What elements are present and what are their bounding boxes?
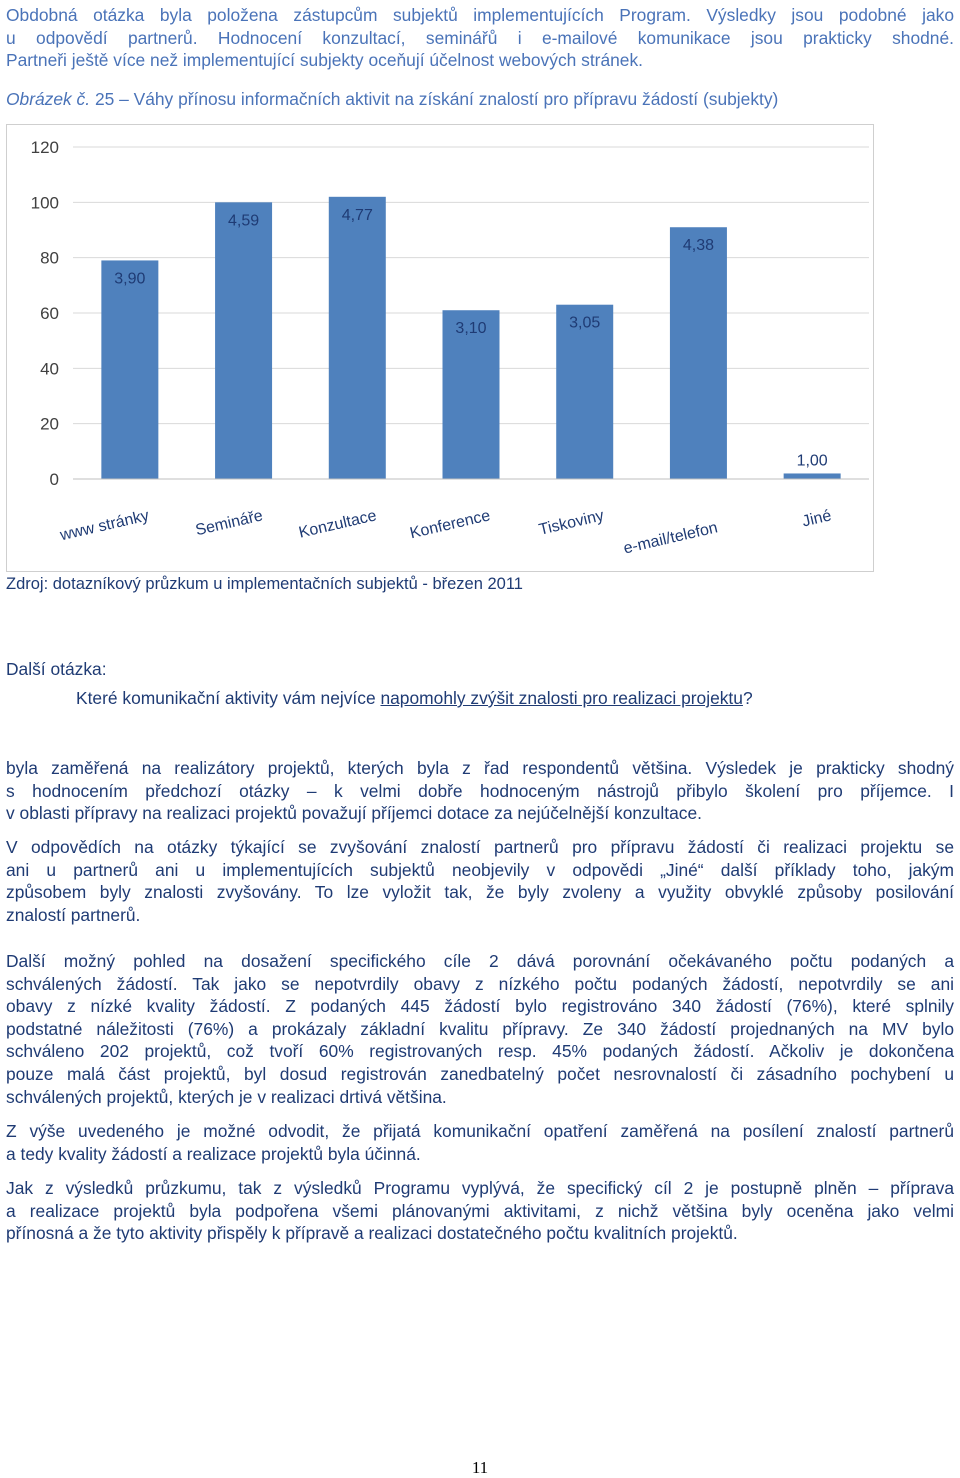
text-line: pouze malá část projektů, byl dosud registrován zanedbatelný počet nesrovnalostí či zásadního pochybení u (6, 1063, 954, 1084)
x-tick-label: Semináře (193, 507, 265, 540)
bar (784, 473, 841, 479)
x-tick-label: Tiskoviny (537, 507, 606, 539)
text-line: schváleno 202 projektů, což tvoří 60% registrovaných resp. 45% podaných žádostí. Ačkoliv je dokončena (6, 1041, 954, 1062)
text-line: Partneři ještě více než implementující subjekty oceňují účelnost webových stránek. (6, 50, 643, 71)
text-line: podstatné náležitosti (76%) a prokázaly základní kvalitu přípravy. Ze 340 žádostí projednaných na MV bylo (6, 1018, 954, 1039)
y-tick-label: 20 (40, 414, 59, 434)
figure-label: Obrázek č. (6, 89, 91, 109)
text-line: Obdobná otázka byla položena zástupcům subjektů implementujících Program. Výsledky jsou podobné jako (6, 5, 954, 25)
y-tick-label: 60 (40, 304, 59, 323)
question-underlined: napomohly zvýšit znalosti pro realizaci projektu (380, 688, 743, 708)
bar-data-label: 4,38 (682, 237, 714, 255)
bar-data-label: 3,05 (569, 314, 601, 332)
question-label: Další otázka: (6, 659, 107, 679)
text-line: znalostí partnerů. (6, 904, 141, 925)
x-tick-label: e-mail/telefon (621, 519, 720, 558)
x-tick-label: www stránky (58, 507, 151, 545)
text-line: přínosná a že tyto aktivity přispěly k přípravě a realizaci dostatečného počtu kvalitních projektů. (6, 1223, 738, 1244)
paragraph (6, 950, 954, 1108)
y-tick-label: 40 (40, 359, 59, 379)
bar (670, 227, 727, 479)
y-tick-label: 120 (30, 138, 59, 157)
text-line: u odpovědí partnerů. Hodnocení konzultací, seminářů i e-mailové komunikace jsou prakticky shodné. (6, 27, 954, 48)
paragraph (6, 1120, 954, 1165)
text-line: s hodnocením předchozí otázky – k velmi dobře hodnoceným nástrojů přibylo školení pro příjemce. I (6, 780, 954, 801)
bar-data-label: 1,00 (796, 452, 828, 470)
text-line: způsobem byly znalosti zvyšovány. To lze vyložit tak, že byly zvoleny a využity obvyklé způsoby posilování (6, 882, 954, 903)
question-suffix: ? (742, 688, 753, 708)
bar (101, 260, 158, 479)
bar-data-label: 4,77 (341, 206, 373, 224)
bar-chart (6, 124, 874, 572)
text-line: schválených projektů, kterých je v realizaci drtivá většina. (6, 1086, 447, 1107)
bar (215, 202, 272, 479)
paragraph (6, 836, 954, 926)
text-line: V odpovědích na otázky týkající se zvyšování znalostí partnerů pro přípravu žádostí či realizaci projektu se (6, 837, 954, 857)
y-tick-label: 80 (40, 248, 59, 268)
text-line: a realizace projektů byla podpořena všemi plánovanými aktivitami, z nichž většina byly oceněna jako velmi (6, 1200, 954, 1221)
x-tick-label: Konzultace (297, 507, 379, 542)
question-text (76, 688, 753, 709)
text-line: Jak z výsledků průzkumu, tak z výsledků Programu vyplývá, že specifický cíl 2 je postupně plněn – příprava (6, 1178, 954, 1198)
figure-caption (6, 89, 778, 110)
text-line: a tedy kvality žádostí a realizace projektů byla účinná. (6, 1143, 421, 1164)
y-tick-label: 100 (30, 193, 59, 213)
text-line: ani u partnerů ani u implementujících subjektů neobjevily v odpovědi „Jiné“ další příklady toho, jakým (6, 859, 954, 880)
text-line: Další možný pohled na dosažení specifického cíle 2 dává porovnání očekávaného počtu podaných a (6, 951, 954, 971)
bar-chart-svg (7, 125, 873, 571)
bar-data-label: 3,10 (455, 320, 487, 338)
text-line: schválených žádostí. Tak jako se nepotvrdily obavy z nízkého počtu podaných žádostí, nepotvrdily se ani (6, 973, 954, 994)
page-number: 11 (471, 1458, 489, 1477)
text-line: v oblasti přípravy na realizaci projektů považují příjemci dotace za nejúčelnější konzultace. (6, 803, 702, 824)
text-line: obavy z nízké kvality žádostí. Z podaných 445 žádostí bylo registrováno 340 žádostí (76%), které splnily (6, 996, 954, 1017)
question-prefix: Které komunikační aktivity vám nejvíce (76, 688, 381, 708)
text-line: Z výše uvedeného je možné odvodit, že přijatá komunikační opatření zaměřená na posílení znalostí partnerů (6, 1121, 954, 1141)
x-tick-label: Konference (408, 507, 492, 543)
x-tick-label: Jiné (800, 507, 834, 531)
text-line: byla zaměřená na realizátory projektů, kterých byla z řad respondentů většina. Výsledek je prakticky shodný (6, 758, 954, 778)
source-note: Zdroj: dotazníkový průzkum u implementačních subjektů - březen 2011 (6, 575, 523, 593)
bar-data-label: 3,90 (114, 270, 146, 288)
bar-data-label: 4,59 (228, 212, 260, 230)
figure-caption-text: 25 – Váhy přínosu informačních aktivit na získání znalostí pro přípravu žádostí (subjekty) (94, 89, 779, 109)
y-tick-label: 0 (49, 470, 59, 489)
bar (329, 197, 386, 479)
intro-paragraph (6, 4, 954, 72)
paragraph (6, 757, 954, 825)
paragraph (6, 1177, 954, 1245)
